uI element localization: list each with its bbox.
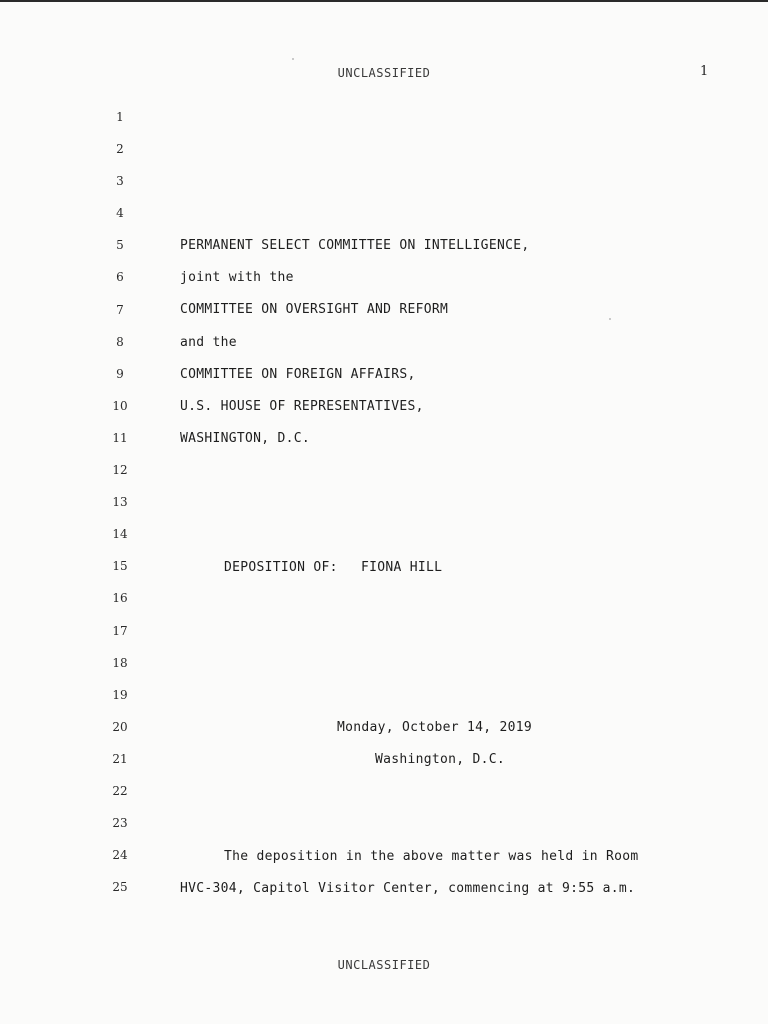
line-number: 25 — [112, 880, 128, 895]
line-number: 15 — [112, 559, 128, 574]
line-number: 14 — [112, 527, 128, 542]
paragraph-line-2: HVC-304, Capitol Visitor Center, commencing at 9:55 a.m. — [180, 881, 636, 896]
line-number: 3 — [116, 174, 124, 189]
line-number: 9 — [116, 366, 124, 381]
house-of-representatives: U.S. HOUSE OF REPRESENTATIVES, — [180, 399, 424, 414]
page-number: 1 — [700, 64, 709, 79]
line-number: 11 — [112, 430, 128, 445]
line-number: 13 — [112, 495, 128, 510]
line-number: 17 — [112, 623, 128, 638]
line-number-column — [100, 110, 140, 912]
deponent-name: FIONA HILL — [361, 560, 443, 575]
line-number: 20 — [112, 719, 128, 734]
footer-classification: UNCLASSIFIED — [337, 958, 431, 972]
line-number: 2 — [116, 142, 124, 157]
line-number: 18 — [112, 655, 128, 670]
joint-with-line: joint with the — [180, 270, 294, 285]
line-number: 6 — [116, 270, 124, 285]
scan-speck — [609, 318, 611, 320]
line-number: 22 — [112, 783, 128, 798]
and-the-line: and the — [180, 335, 237, 350]
line-number: 5 — [116, 238, 124, 253]
committee-oversight: COMMITTEE ON OVERSIGHT AND REFORM — [180, 302, 449, 317]
line-number: 19 — [112, 687, 128, 702]
page-top-edge — [0, 0, 768, 2]
scan-speck — [292, 58, 294, 60]
washington-line: WASHINGTON, D.C. — [180, 431, 311, 446]
header-classification: UNCLASSIFIED — [337, 66, 431, 80]
committee-foreign-affairs: COMMITTEE ON FOREIGN AFFAIRS, — [180, 367, 416, 382]
line-number: 1 — [116, 110, 124, 124]
deposition-location: Washington, D.C. — [375, 752, 506, 767]
line-number: 12 — [112, 463, 128, 478]
line-number: 7 — [116, 302, 124, 317]
committee-intelligence: PERMANENT SELECT COMMITTEE ON INTELLIGENCE, — [180, 238, 530, 253]
line-number: 16 — [112, 591, 128, 606]
paragraph-line-1: The deposition in the above matter was held in Room — [224, 849, 639, 864]
line-number: 21 — [112, 751, 128, 766]
line-number: 4 — [116, 206, 124, 221]
line-number: 23 — [112, 816, 128, 831]
deposition-date: Monday, October 14, 2019 — [337, 720, 533, 735]
line-number: 8 — [116, 334, 124, 349]
line-number: 10 — [112, 398, 128, 413]
deposition-of-label: DEPOSITION OF: — [224, 560, 338, 575]
line-number: 24 — [112, 848, 128, 863]
